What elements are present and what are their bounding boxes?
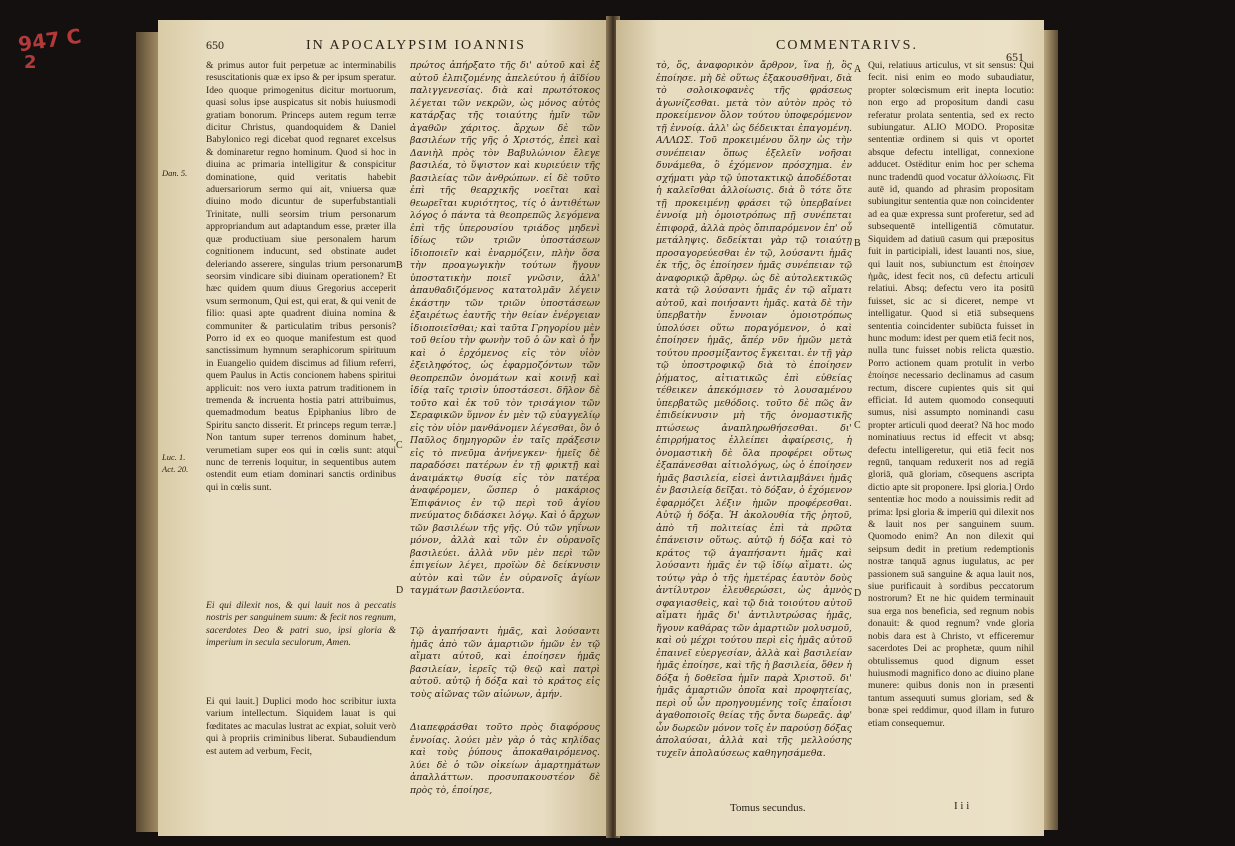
section-letter-b-left: B [396, 260, 403, 271]
section-letter-c-left: C [396, 440, 403, 451]
left-running-head: IN APOCALYPSIM IOANNIS [306, 38, 526, 53]
right-greek-text: τὸ, ὅς, ἀναφορικὸν ἄρθρον, ἵνα ᾖ, ὃς ἐποίησε. μὴ δὲ οὕτως ἐξακουσθῆναι, διὰ τὸ σολοικοφανὲς τῆς φράσεως ἀγωνίζεσθαι. μετὰ τὸν αὐτὸν πρὸς τὸ προκείμενον ὅλον τούτου ὑποφερόμενον τῇ ἐννοίᾳ. ἀλλ' ὡς δέδεικται ἐπαγομένη. ΑΛΛΩΣ. Τοῦ προκειμένου ὅλην ὡς τὴν συνέπειαν ὅπως ἐξελεῖν νοῆσαι δυνάμεθα, ὃ ἐχόμενον πρόσχημα. ἐν σχήματι γὰρ τῷ ὑποτακτικῷ ἀποδέδοται ἡ καλεῖσθαι ἀλλοίωσις. διὰ ὃ τότε ὅτε τῇ προκειμένῃ φράσει τῷ ὑπερβαίνει ἐννοίᾳ μὴ ὁμοιοτρόπως πῇ συνέπεται ἐπιφορᾷ, ἀλλὰ πρὸς ὄπιπαρόμενον ἐπ' οὗ μετάληψις. δεδείκται γὰρ τῷ τοιαύτῃ προσαγορεύεσθαι ἐν τῷ, λούσαντι ἡμᾶς ἐκ τῆς, ὃς ἐποίησεν ἡμᾶς συνέπειαν τῷ ἀναφορικῷ ἄρθρῳ. ὡς δὲ αὐτολεκτικῶς κατὰ τῷ λούσαντι ἡμᾶς ἐν τῷ αἵματι αὐτοῦ, καὶ ποιήσαντι ἡμᾶς. κατὰ δὲ τὴν ὑπερβατὴν ἔννοιαν ὁμοιοτρόπως ὑπολύσει οὕτω ποραγόμενον, ὁ καὶ ἐποίησεν ἡμᾶς, ἄπέρ νῦν ἡμῶν μετὰ τούτου προσμίξαντος ἔγκειται. ἐν τῇ γὰρ τῷ ὑποστροφικῷ διὰ τὸ ἐποίησεν ῥήματος, αἰτιατικῶς ἐπὶ εὐθείας τέθεικεν ἀπεκόμισεν τὸ λουσαμένου ὑπερβατῶς μεθόδοις. τοῦτο δὲ πῶς ἂν ἐπιδείκνυσιν μὴ τῆς ὀνομαστικῆς πτώσεως ἀναπληρωθήσεσθαι. δι' ἐπιρρήματος ἐλλείπει ἀφαίρεσις, ἡ ὀνομαστικὴ δὲ ὅλα προφέρει οὕτως ἐξαπάνεσθαι αἰτιολόγως, ὡς ὁ ἐποίησεν ἡμᾶς βασιλεία, εἰσεὶ ἀντιλαμβάνει ἡμᾶς ἐν βασιλείᾳ δεῖξαι. τὸ δόξαν, ὁ ἐχόμενον ἐφαρμόζει λέξιν ἡμῶν προφέρεσθαι. Αὐτῷ ἡ δόξα. Ἡ ἀκολουθία τῆς ῥητοῦ, ἀπὸ τῆ πολιτείας ἐπὶ τὰ πρῶτα ἐπάνεισιν οὕτως. αὐτῷ ἡ δόξα καὶ τὸ κράτος τῷ ἀγαπήσαντι ἡμᾶς καὶ λούσαντι ἡμᾶς ἐν τῷ ἰδίῳ αἵματι. ὡς τούτῳ γὰρ ὁ τῆς ἡμετέρας ἑαυτὸν δοὺς ἀντίλυτρον ἐλευθερώσει, ὡς ἀμνὸς σφαγιασθεὶς, καὶ τῷ διὰ τοιούτου αὐτοῦ αἵματι ἡμᾶς δι' ἀντιλυτρώσας ἡμᾶς, ἤγουν καθάρας τῶν ἁμαρτιῶν μολυσμοῦ, καὶ οὐ μέχρι τούτου περὶ εἰς ἡμᾶς αὐτοῦ ἐπαινεῖ εὐεργεσίαν, ἀλλὰ καὶ βασιλείαν ἡμᾶς ἐποίησε, καὶ τῆς ἡ βασιλεία, ὅθεν ἡ δόξα ἡ δοθεῖσα ἡμῖν παρὰ Χριστοῦ. δι' ἡμᾶς ἁμαρτιῶν ὁποῖα καὶ προφητείας, περὶ οὗ ὧν προηγουμένης τοῖς ἐπαΐοισι ἀγαθοποιοῖς θείας τῆς ὄντα δωρεᾶς. ἀφ' ὧν δωρεῶν μόνον τοῖς ἐν παρούσῃ δόξας ἀπολαύσαι, ἀλλὰ καὶ τῆς μελλούσης τυχεῖν ἀπολαύσεως καθηγησάμεθα. [656, 60, 852, 759]
section-letter-c-right: C [854, 420, 861, 431]
section-letter-d-left: D [396, 585, 404, 596]
margin-note-luc: Luc. 1. [162, 452, 186, 462]
right-page-number: 651 [1006, 50, 1024, 64]
library-stamp-number: 2 [24, 52, 37, 73]
right-latin-text: Qui, relatiuus articulus, vt sit sensus: Qui fecit. nisi enim eo modo subaudiatur, propter solœcismum erit inepta locutio: non ergo ad propositum dandi casu referatur prolata sententia, sed ex recto subiungatur. ALIO MODO. Propositæ sententiæ ordinem si quis vt oportet absque defectu intelligat, connexione adducet. Ostëditur enim hoc per schema nunc tradendū quod vocatur ἀλλοίωσις. Fit autē id, quando ad phrasim propositam subiungitur sententia quæ non coincidenter ad ea quæ expressa sunt proferetur, sed ad subsequentē intelligentiā cōmutatur. Siquidem ad datiuū casum qui præpositus fuit in participiali, idest lauanti nos, siue, qui lauit nos, subiunctum est ἐποίησεν ἡμᾶς, idest fecit nos, cū defectu articuli relatiui. Absq; defectu vero ita positū fuisset, sic ac si diceret, nempe vt intelligatur. Quod si etiā subsequens sententia coincidenter subiūcta fuisset in hunc modum: idest per quem etiā fecit nos, nulla tunc fuisset nobis relicta quæstio. Porro actionem quam protulit in verbo ἐποίησε necessario declinamus ad casum rectum, discere cupientes quis sit qui efficiat. Id autem quomodo consequuti sumus, nisi assumpto nominandi casu propter articuli quod deerat? Nā hoc modo nominatiuus rectus id effecit vt absq; defectu intelligeretur, qui etiā fecit nos regnū, tanquam reduxerit nos ad regiā gloriā, quā gloriam, cōsequens ascripta dictio apte sit proponere. Ipsi gloria.] Ordo sententiæ hoc modo a nouissimis redit ad prima: Ipsi gloria & imperiū qui dilexit nos & lauit nos per sanguinem suum. Quomodo enim? An non dilexit qui seipsum dedit in pretium redemptionis nostræ tanquā agnus iugulatus, ac per passionem suā sanguine & aqua lauit nos, siue purificauit à sordibus peccatorum nostrorum? Et ne hic quidem terminauit sua erga nos beneficia, sed regnum nobis donauit: & quod regnum? vnde gloria nobis dara est à Christo, vt efficeremur sacerdotes Dei ac prophetæ, quum nihil obtulissemus quod dignum esset huiusmodi magnifico dono ac diuino plane munere: quibus donis non in præsenti tantum assequuti sumus gloriam, sed & bonæ spei reddimur, quod illam in futuro etiam consequemur. [868, 60, 1034, 729]
left-page-number: 650 [206, 38, 224, 52]
section-letter-d-right: D [854, 588, 862, 599]
library-stamp: 947 C [16, 23, 83, 57]
right-greek-column [656, 60, 852, 798]
right-running-head: COMMENTARIVS. [776, 38, 918, 53]
right-page [616, 20, 1044, 836]
left-greek-scripture [410, 626, 600, 718]
left-latin-column-2 [206, 696, 396, 816]
left-latin-scripture [206, 600, 396, 682]
left-latin-text: & primus autor fuit perpetuæ ac interminabilis resuscitationis quæ ex ipso & per ipsum speratur. Ideo quoque primogenitus dicitur mortuorum, quasi solus ipse auspicatus sit nobis huiusmodi gratiam bonorum. Princeps autem regum terræ dicitur Christus, quandoquidem & Daniel Babylonico regi dicebat quod regnaret excelsus & dominaretur regno hominum. Quod si hoc in diuina ac primaria intelligitur & conspicitur dominatione, quid veritatis habebit aduersariorum sermo qui ait, vniuersa quæ diuino modo dicuntur de superfubstantiali Trinitate, nulli seorsim trium personarum appropriandum aut adaptandum esse, præter illa quæ productiuam siue personalem harum cognitionem inducunt, sed obstinate audet deleriando asserere, singulas trium personarum seorsim vindicare sibi diuinam operationem? Et hæc quidem quum diuus Gregorius acceperit vsum sermonum, Qui est, qui erat, & qui venit de filio: quasi apte quadrent diuina nomina & communiter & particulatim tribus personis? Porro id ex eo quoque manifestum est quod sanctissimum hymnum seraphicorum spirituum in Euangelio quidem discimus ad filium referri, quem Paulus in Actis concionem habens spiritui applicuit: nos vero iuxta patrum traditionem in tremenda & incruenta hostia patri attribuimus, quemadmodum beatus Epiphanius libro de Spiritu sancto disserit. Et princeps regum terræ.] Non tantum super terrenos dominum habet, verumetiam super eos qui in cœlis sunt: atqui nunc de terrenis loquitur, in sequentibus autem ostendit eum etiam dominari sanctis ordinibus qui in cœlis sunt. [206, 60, 396, 493]
margin-note-act: Act. 20. [162, 464, 189, 474]
left-greek-column [410, 60, 600, 600]
open-book [158, 12, 1058, 840]
left-greek-text-2: Διαπεφράσθαι τοῦτο πρὸς διαφόρους ἐννοίας. λούει μὲν γὰρ ὁ τὰς κηλίδας καὶ τοὺς ῥύπους ἀποκαθαιρόμενος. λύει δὲ ὁ τῶν οἰκείων ἁμαρτημάτων ἀπαλλάττων. προσυπακουστέον δὲ πρὸς τὸ, ἐποίησε, [410, 722, 600, 796]
left-greek-text: πρώτος ἀπήρξατο τῆς δι' αὐτοῦ καὶ ἐξ αὐτοῦ ἐλπιζομένης ἀπελεύτου ἡ ἀϊδίου παλιγγενεσίας. διὰ καὶ πρωτότοκος λέγεται τῶν νεκρῶν, ὡς μόνος αὐτὸς κατάρξας τῆς τοιαύτης ἡμῖν τῶν ἀγαθῶν χάριτος. ἄρχων δὲ τῶν βασιλέων τῆς γῆς ὁ Χριστός, ἐπεὶ καὶ Δανιὴλ πρὸς τὸν Βαβυλώνιον ἔλεγε βασιλέα, τὸ ὕψιστον καὶ κυριεύειν τῆς βασιλείας τῶν ἀνθρώπων. εἰ δὲ τοῦτο ἐπὶ τῆς θεαρχικῆς νοεῖται καὶ θεωρεῖται κυριότητος, τίς ὁ ἀντιθέτων λόγος ὁ πάντα τὰ θεοπρεπῶς λεγόμενα ἐπὶ τῆς ὑπερουσίου τριάδος μηδενὶ ἰδίως τῶν τριῶν ὑποστάσεων ἰδιοποιεῖν καὶ ἐναρμόζειν, πλὴν ὅσα τὴν προαγωγικὴν τούτων ἤγουν ὑποστατικὴν ποιεῖ γνῶσιν, ἀλλ' ἀπαυθαδιζόμενος κατατολμᾶν λέγειν ἑκάστην τῶν τριῶν ὑποστάσεων ἐξαιρέτως ἑαυτῆς τὴν θείαν ἐνέργειαν ἰδιοποιεῖσθαι; καὶ ταῦτα Γρηγορίου μὲν τοῦ θείου τὴν φωνὴν τοῦ ὁ ὢν καὶ ὁ ἦν καὶ ὁ ἐρχόμενος εἰς τὸν υἱὸν ἐξειληφότος, ὡς ἐφαρμοζόντων τῶν θεοπρεπῶν ὀνομάτων καὶ κοινῇ καὶ ἰδίᾳ ταῖς τρισὶν ὑποστάσεσι. δῆλον δὲ τοῦτο καὶ ἐκ τοῦ τὸν τρισάγιον τῶν Σεραφικῶν ὕμνον ἐν μὲν τῷ εὐαγγελίῳ εἰς τὸν υἱὸν μανθάνομεν λέγεσθαι, ὃν ὁ Παῦλος δημηγορῶν ἐν ταῖς πράξεσιν εἰς τὸ πνεῦμα ἀνήνεγκεν· ἡμεῖς δὲ παραδόσει πατέρων ἐν τῇ φρικτῇ καὶ ἀναιμάκτῳ θυσίᾳ εἰς τὸν πατέρα ἀναφέρομεν, ὥσπερ ὁ μακάριος Ἐπιφάνιος ἐν τῷ περὶ τοῦ ἁγίου πνεύματος διδάσκει λόγῳ. Καὶ ὁ ἄρχων τῶν βασιλέων τῆς γῆς. Οὐ τῶν γηΐνων μόνον, ἀλλὰ καὶ τῶν ἐν οὐρανοῖς βασιλεύει. ἀλλὰ νῦν μὲν περὶ τῶν ἐπιγείων λέγει, προϊὼν δὲ δείκνυσιν αὐτὸν καὶ τῶν ἐν οὐρανοῖς ἁγίων ταγμάτων βασιλεύοντα. [410, 60, 600, 596]
signature-mark: I i i [954, 800, 970, 812]
section-letter-a-right: A [854, 64, 862, 75]
catchword: Tomus secundus. [730, 802, 806, 814]
left-page [158, 20, 610, 836]
right-page-edges [1044, 30, 1058, 830]
left-latin-text-2: Ei qui lauit.] Duplici modo hoc scribitur iuxta varium intellectum. Siquidem lauat is qui fœditates ac maculas lustrat ac expiat, soluit verò qui à propriis criminibus liberat. Subaudiendum est autem ad verbum, Fecit, [206, 696, 396, 757]
left-greek-scripture-text: Τῷ ἀγαπήσαντι ἡμᾶς, καὶ λούσαντι ἡμᾶς ἀπὸ τῶν ἁμαρτιῶν ἡμῶν ἐν τῷ αἵματι αὐτοῦ, καὶ ἐποίησεν ἡμᾶς βασιλείαν, ἱερεῖς τῷ θεῷ καὶ πατρὶ αὐτοῦ. αὐτῷ ἡ δόξα καὶ τὸ κράτος εἰς τοὺς αἰῶνας τῶν αἰώνων, ἀμήν. [410, 626, 600, 700]
right-latin-column [868, 60, 1034, 790]
left-greek-column-2 [410, 722, 600, 816]
section-letter-b-right: B [854, 238, 861, 249]
left-page-edges [136, 32, 158, 832]
left-latin-column [206, 60, 396, 595]
margin-note-dan: Dan. 5. [162, 168, 188, 178]
left-latin-scripture-text: Ei qui dilexit nos, & qui lauit nos à peccatis nostris per sanguinem suum: & fecit nos regnum, sacerdotes Deo & patri suo, ipsi gloria & imperium in secula seculorum, Amen. [206, 600, 396, 649]
